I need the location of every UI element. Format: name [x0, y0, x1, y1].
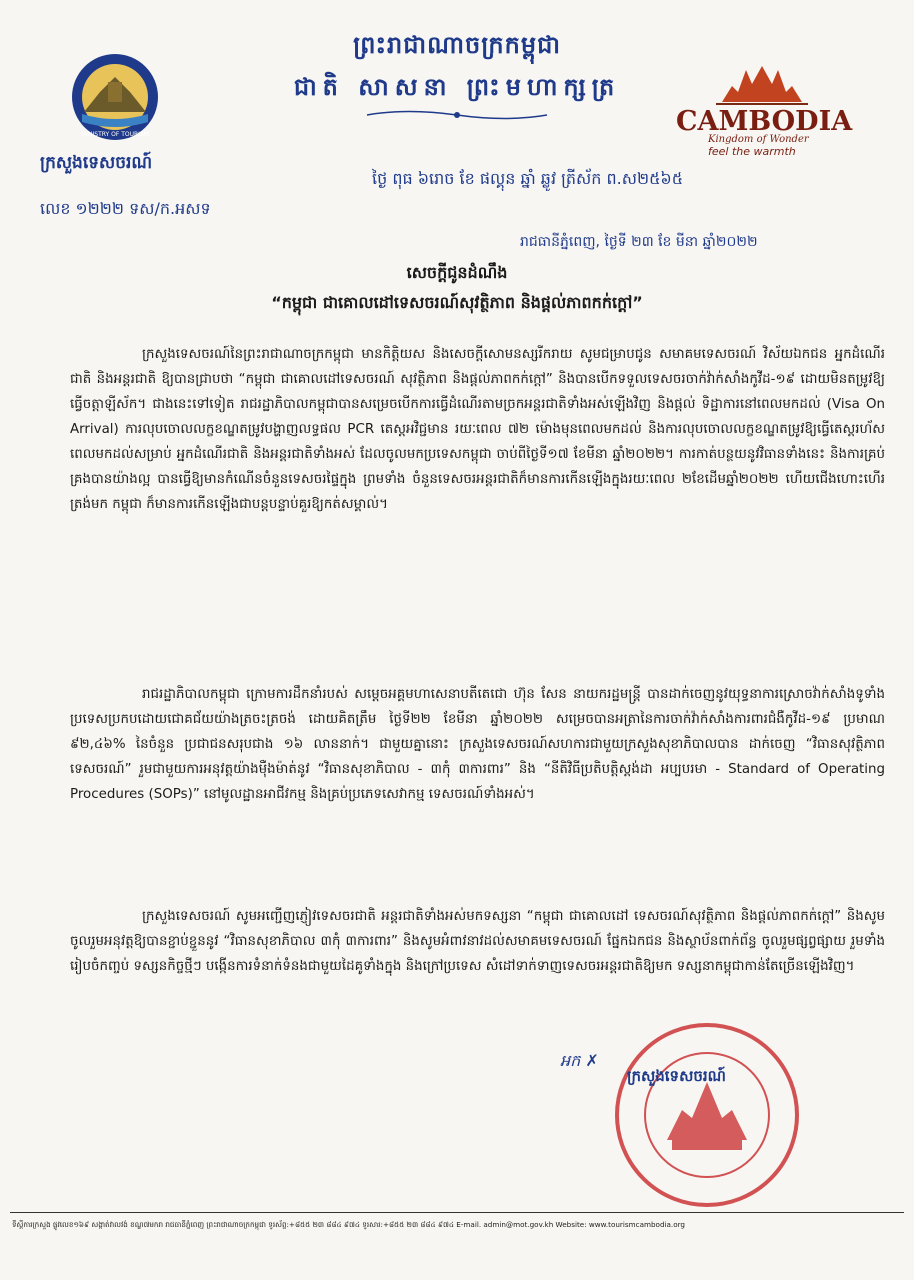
paragraph-1-text: ក្រសួងទេសចរណ៍នៃព្រះរាជាណាចក្រកម្ពុជា មានកិត្តិយស និងសេចក្តីសោមនស្សរីករាយ សូមជម្រាបជូន សមាគមទេសចរណ៍ វិស័យឯកជន អ្នកដំណើរជាតិ និងអន្តរជាតិ ឱ្យបានជ្រាបថា “កម្ពុជា ជាគោលដៅទេសចរណ៍ សុវត្ថិភាព និងផ្តល់ភាពកក់ក្តៅ” និងបានបើកទទួលទេសចរចាក់វ៉ាក់សាំងកូវីដ-១៩ ដោយមិនតម្រូវឱ្យធ្វើចត្តាឡីស័ក។ ជាងនេះទៅទៀត រាជរដ្ឋាភិបាលកម្ពុជាបានសម្រេចបើកការធ្វើដំណើរតាមច្រកអន្តរជាតិទាំងអស់ឡើងវិញ និងផ្តល់ ទិដ្ឋាការនៅពេលមកដល់ (Visa On Arrival) ការលុបចោលលក្ខខណ្ឌតម្រូវបង្ហាញលទ្ធផល PCR តេស្តអវិជ្ជមាន រយៈពេល ៧២ ម៉ោងមុនពេលមកដល់ និងការលុបចោលលក្ខខណ្ឌតម្រូវឱ្យធ្វើតេស្តរហ័សពេលមកដល់សម្រាប់ អ្នកដំណើរជាតិ និងអន្តរជាតិទាំងអស់ ដែលចូលមកប្រទេសកម្ពុជា ចាប់ពីថ្ងៃទី១៧ ខែមីនា ឆ្នាំ២០២២។ ការកាត់បន្ថយនូវវិធានទាំងនេះ និងការគ្រប់គ្រងបានយ៉ាងល្អ បានធ្វើឱ្យមានកំណើនចំនួនទេសចរផ្ទៃក្នុង ព្រមទាំង ចំនួនទេសចរអន្តរជាតិក៏មានការកើនឡើងក្នុងរយៈពេល ២ខែដើមឆ្នាំ២០២២ ហើយជើងហោះហើរត្រង់មក កម្ពុជា ក៏មានការកើនឡើងជាបន្តបន្ទាប់គួរឱ្យកត់សម្គាល់។ — [70, 347, 885, 512]
handwritten-initials: អក ✗ — [560, 1051, 599, 1070]
brand-text: CAMBODIA — [676, 106, 853, 137]
body-paragraph-2 — [70, 682, 885, 807]
body-paragraph-3 — [70, 904, 885, 979]
reference-number: លេខ ១២២២ ទស/ក.អសទ — [40, 199, 211, 218]
notice-subtitle: “កម្ពុជា ជាគោលដៅទេសចរណ៍សុវត្ថិភាព និងផ្តល់ភាពកក់ក្តៅ” — [271, 293, 643, 312]
left-logo-text: MINISTRY OF TOURISM — [81, 131, 149, 138]
ornament-divider — [357, 108, 557, 122]
footer-divider — [10, 1212, 904, 1213]
tagline-text: Kingdom of Wonder — [708, 134, 809, 145]
paragraph-2-text: រាជរដ្ឋាភិបាលកម្ពុជា ក្រោមការដឹកនាំរបស់ សម្តេចអគ្គមហាសេនាបតីតេជោ ហ៊ុន សែន នាយករដ្ឋមន្ត្រី បានដាក់ចេញនូវយុទ្ធនាការស្រោចវ៉ាក់សាំងទូទាំងប្រទេសប្រកបដោយជោគជ័យយ៉ាងត្រចះត្រចង់ ដោយគិតត្រឹម ថ្ងៃទី២២ ខែមីនា ឆ្នាំ២០២២ សម្រេចបានអត្រានៃការចាក់វ៉ាក់សាំងការពារជំងឺកូវីដ-១៩ ប្រមាណ ៩២,៤៦% នៃចំនួន ប្រជាជនសរុបជាង ១៦ លាននាក់។ ជាមួយគ្នានោះ ក្រសួងទេសចរណ៍សហការជាមួយក្រសួងសុខាភិបាលបាន ដាក់ចេញ “វិធានសុវត្ថិភាព ទេសចរណ៍” រួមជាមួយការអនុវត្តយ៉ាងម៉ឺងម៉ាត់នូវ “វិធានសុខាភិបាល - ៣កុំ ៣ការពារ” និង “នីតិវិធីប្រតិបត្តិស្តង់ដា អប្បបរមា - Standard of Operating Procedures (SOPs)” នៅមូលដ្ឋានអាជីវកម្ម និងគ្រប់ប្រភេទសេវាកម្ម ទេសចរណ៍ទាំងអស់។ — [70, 687, 885, 802]
place-date: រាជធានីភ្នំពេញ, ថ្ងៃទី ២៣ ខែ មីនា ឆ្នាំ២០២២ — [520, 234, 758, 250]
footer-contact: ទីស្តីការក្រសួង ផ្លូវលេខ១៦៩ សង្កាត់វាលវង់ ខណ្ឌ៧មករា រាជធានីភ្នំពេញ ព្រះរាជាណាចក្រកម្ពុជា ទូរស័ព្ទ:+៨៥៥ ២៣ ៨៨៤ ៩៧៤ ទូរសារ:+៨៥៥ ២៣ ៨៨៤ ៩៧៤ E-mail. admin@mot.gov.kh Website: www.tourismcambodia.org — [12, 1220, 685, 1229]
signature-label: ក្រសួងទេសចរណ៍ — [627, 1067, 726, 1085]
paragraph-3-text: ក្រសួងទេសចរណ៍ សូមអញ្ជើញភ្ញៀវទេសចរជាតិ អន្តរជាតិទាំងអស់មកទស្សនា “កម្ពុជា ជាគោលដៅ ទេសចរណ៍សុវត្ថិភាព និងផ្តល់ភាពកក់ក្តៅ” និងសូមចូលរួមអនុវត្តឱ្យបានខ្ជាប់ខ្ជួននូវ “វិធានសុខាភិបាល ៣កុំ ៣ការពារ” និងសូមអំពាវនាវដល់សមាគមទេសចរណ៍ ផ្នែកឯកជន និងស្ថាប័នពាក់ព័ន្ធ ចូលរួមផ្សព្វផ្សាយ រួមទាំងរៀបចំកញ្ចប់ ទស្សនកិច្ចថ្មីៗ បង្កើនការទំនាក់ទំនងជាមួយដៃគូទាំងក្នុង និងក្រៅប្រទេស សំដៅទាក់ទាញទេសចរអន្តរជាតិឱ្យមក ទស្សនាកម្ពុជាកាន់តែច្រើនឡើងវិញ។ — [70, 909, 885, 974]
body-paragraph-1 — [70, 342, 885, 517]
motto-heading: ជាតិ សាសនា ព្រះមហាក្សត្រ — [293, 73, 621, 101]
lunar-date: ថ្ងៃ ពុធ ៦រោច ខែ ផល្គុន ឆ្នាំ ឆ្លូវ ត្រីស័ក ព.ស២៥៦៥ — [372, 169, 684, 188]
slogan-text: feel the warmth — [708, 145, 796, 158]
notice-title: សេចក្តីជូនដំណឹង — [406, 263, 508, 282]
official-stamp — [612, 1020, 802, 1210]
kingdom-heading: ព្រះរាជាណាចក្រកម្ពុជា — [353, 31, 561, 59]
ministry-label: ក្រសួងទេសចរណ៍ — [40, 153, 153, 173]
